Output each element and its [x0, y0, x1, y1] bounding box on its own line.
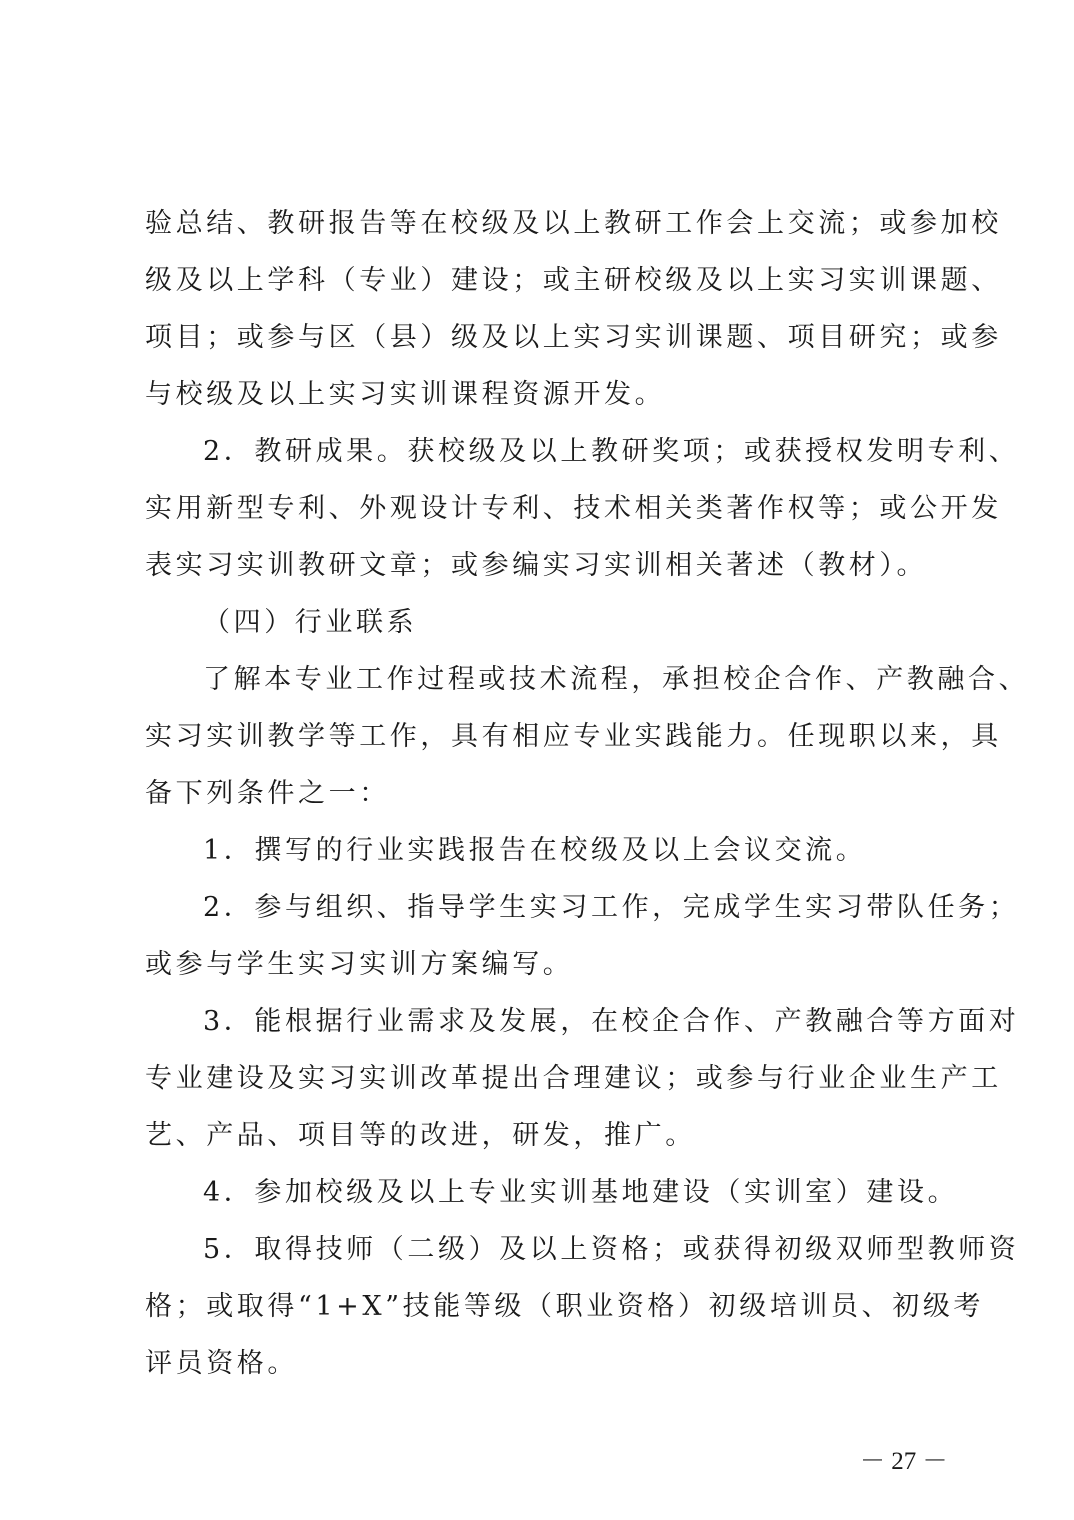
paragraph-line: 或参与学生实习实训方案编写。: [145, 949, 574, 980]
list-item-1: 1．撰写的行业实践报告在校级及以上会议交流。: [203, 835, 867, 866]
page-number: － 27 －: [860, 1448, 948, 1475]
paragraph-line: 格；或取得“1+X”技能等级（职业资格）初级培训员、初级考: [145, 1291, 985, 1322]
section-heading-industry-connection: （四）行业联系: [203, 607, 418, 638]
paragraph-line: 艺、产品、项目等的改进，研发，推广。: [145, 1120, 696, 1151]
paragraph-line: 实习实训教学等工作，具有相应专业实践能力。任现职以来，具: [145, 721, 1002, 752]
list-item-3: 3．能根据行业需求及发展，在校企合作、产教融合等方面对: [203, 1006, 1020, 1037]
list-item-4: 4．参加校级及以上专业实训基地建设（实训室）建设。: [203, 1177, 959, 1208]
list-item-2: 2．参与组织、指导学生实习工作，完成学生实习带队任务；: [203, 892, 1020, 923]
paragraph-line: 验总结、教研报告等在校级及以上教研工作会上交流；或参加校: [145, 208, 1002, 239]
paragraph-line: 表实习实训教研文章；或参编实习实训相关著述（教材）。: [145, 550, 928, 581]
item-2-research-results: 2．教研成果。获校级及以上教研奖项；或获授权发明专利、: [203, 436, 1020, 467]
paragraph-line: 级及以上学科（专业）建设；或主研校级及以上实习实训课题、: [145, 265, 1002, 296]
list-item-5: 5．取得技师（二级）及以上资格；或获得初级双师型教师资: [203, 1234, 1020, 1265]
paragraph-line: 实用新型专利、外观设计专利、技术相关类著作权等；或公开发: [145, 493, 1002, 524]
document-body: [145, 195, 1030, 1392]
paragraph-line: 评员资格。: [145, 1348, 298, 1379]
paragraph-line: 项目；或参与区（县）级及以上实习实训课题、项目研究；或参: [145, 322, 1002, 353]
paragraph-line: 与校级及以上实习实训课程资源开发。: [145, 379, 666, 410]
paragraph-line: 专业建设及实习实训改革提出合理建议；或参与行业企业生产工: [145, 1063, 1002, 1094]
paragraph-line: 了解本专业工作过程或技术流程，承担校企合作、产教融合、: [203, 664, 1030, 695]
paragraph-line: 备下列条件之一：: [145, 778, 390, 809]
